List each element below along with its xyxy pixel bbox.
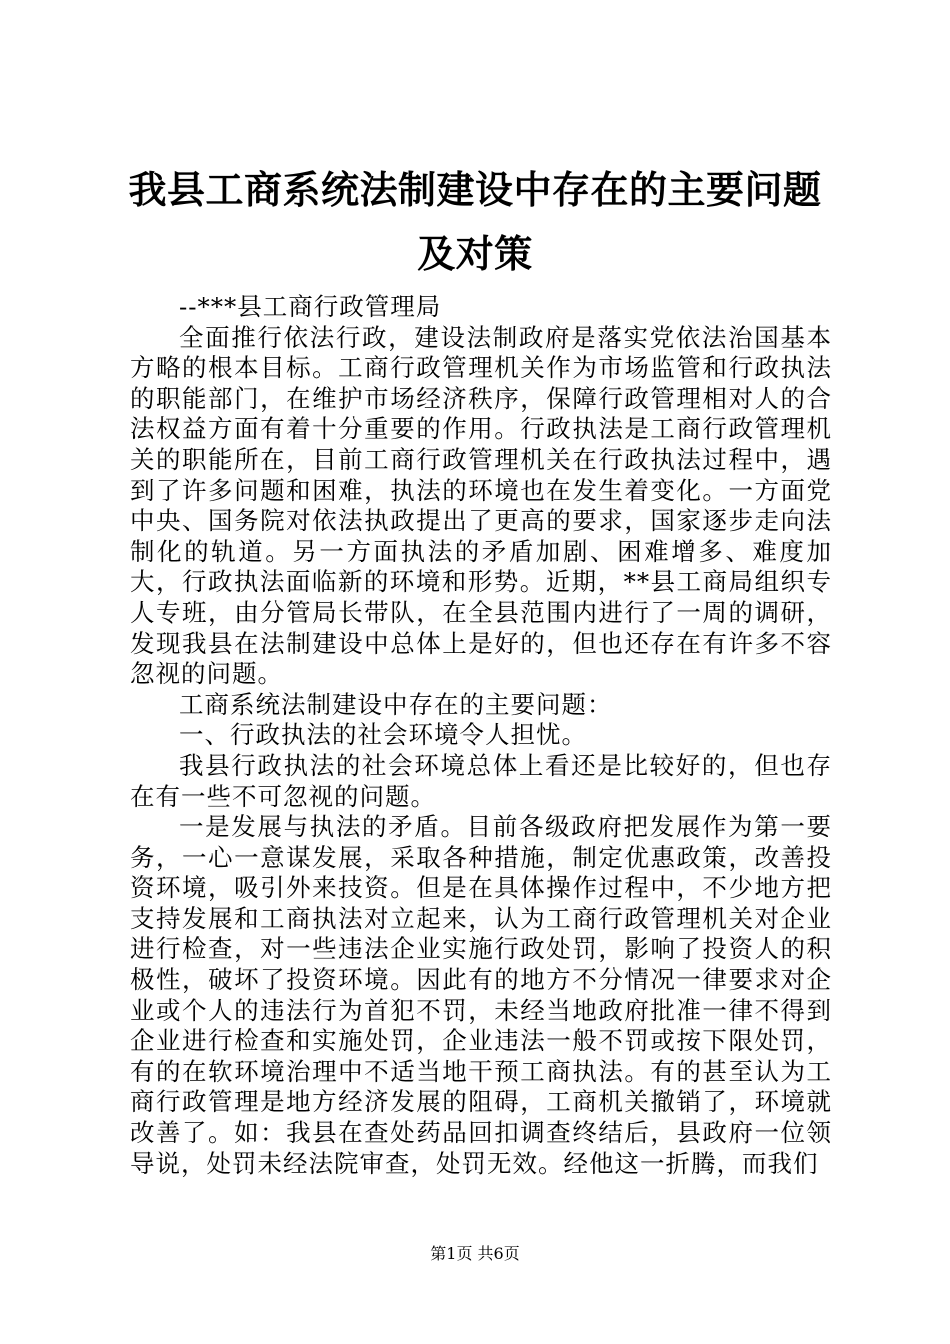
author-line: --***县工商行政管理局 [179,292,442,321]
subsection-heading: 一、行政执法的社会环境令人担忧。 [179,720,587,750]
document-title: 我县工商系统法制建设中存在的主要问题及对策 [128,167,822,276]
document-body [130,292,832,1179]
page-footer: 第1页 共6页 [430,1244,520,1263]
section-heading: 工商系统法制建设中存在的主要问题： [179,689,613,719]
body-paragraph: 全面推行依法行政，建设法制政府是落实党依法治国基本方略的根本目标。工商行政管理机关作为市场监管和行政执法的职能部门，在维护市场经济秩序，保障行政管理相对人的合法权益方面有着十分重要的作用。行政执法是工商行政管理机关的职能所在，目前工商行政管理机关在行政执法过程中，遇到了许多问题和困难，执法的环境也在发生着变化。一方面党中央、国务院对依法执政提出了更高的要求，国家逐步走向法制化的轨道。另一方面执法的矛盾加剧、困难增多、难度加大，行政执法面临新的环境和形势。近期，**县工商局组织专人专班，由分管局长带队，在全县范围内进行了一周的调研，发现我县在法制建设中总体上是好的，但也还存在有许多不容忽视的问题。 [130,322,832,689]
body-paragraph: 我县行政执法的社会环境总体上看还是比较好的，但也存在有一些不可忽视的问题。 [130,750,832,811]
body-paragraph: 一是发展与执法的矛盾。目前各级政府把发展作为第一要务，一心一意谋发展，采取各种措施，制定优惠政策，改善投资环境，吸引外来技资。但是在具体操作过程中，不少地方把支持发展和工商执法对立起来，认为工商行政管理机关对企业进行检查，对一些违法企业实施行政处罚，影响了投资人的积极性，破坏了投资环境。因此有的地方不分情况一律要求对企业或个人的违法行为首犯不罚，未经当地政府批准一律不得到企业进行检查和实施处罚，企业违法一般不罚或按下限处罚，有的在软环境治理中不适当地干预工商执法。有的甚至认为工商行政管理是地方经济发展的阻碍，工商机关撤销了，环境就改善了。如：我县在查处药品回扣调查终结后，县政府一位领导说，处罚未经法院审查，处罚无效。经他这一折腾，而我们 [130,812,832,1178]
